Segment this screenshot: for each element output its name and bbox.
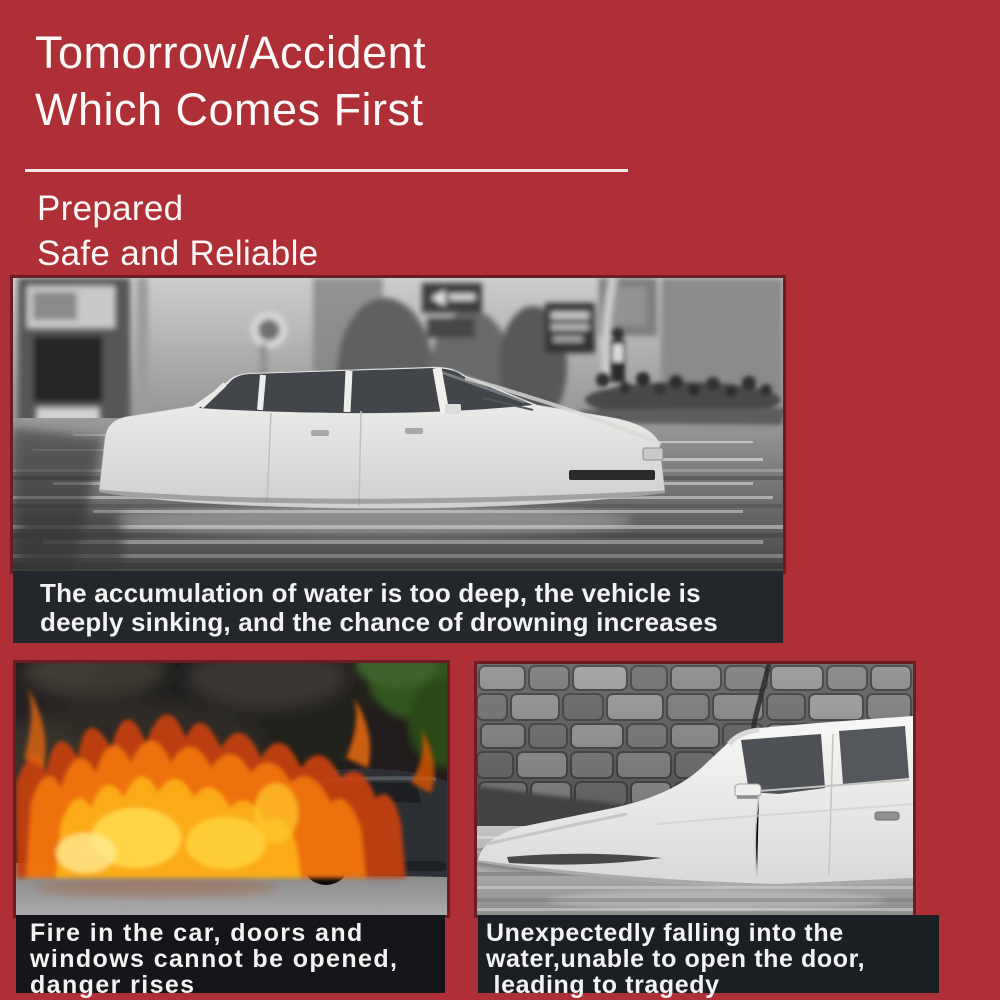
title-line-1: Tomorrow/Accident bbox=[35, 27, 427, 78]
divider-line bbox=[25, 169, 628, 172]
sinking-caption-line-1: Unexpectedly falling into the bbox=[486, 919, 844, 947]
car-on-fire-photo-svg bbox=[16, 663, 447, 915]
flood-caption-line-1: The accumulation of water is too deep, the vehicle is bbox=[40, 578, 701, 608]
fire-caption-line-2: windows cannot be opened, bbox=[30, 945, 399, 973]
fire-caption-line-1: Fire in the car, doors and bbox=[30, 919, 364, 947]
flood-caption-line-2: deeply sinking, and the chance of drowning increases bbox=[40, 607, 718, 637]
car-on-fire-photo bbox=[16, 663, 447, 915]
flood-street-photo bbox=[13, 278, 783, 571]
fire-caption-line-3: danger rises bbox=[30, 971, 196, 999]
flood-street-photo-svg bbox=[13, 278, 783, 571]
sinking-caption-line-3: leading to tragedy bbox=[486, 971, 720, 999]
flood-caption-bar bbox=[13, 571, 783, 643]
sinking-caption-bar bbox=[478, 915, 939, 999]
car-falling-into-water-photo-svg bbox=[477, 664, 913, 915]
fire-caption-bar bbox=[16, 915, 445, 999]
subtitle bbox=[37, 186, 318, 276]
subtitle-line-2: Safe and Reliable bbox=[37, 234, 319, 273]
title-line-2: Which Comes First bbox=[35, 84, 424, 135]
car-falling-into-water-photo bbox=[477, 664, 913, 915]
sinking-caption-line-2: water,unable to open the door, bbox=[486, 945, 866, 973]
main-title bbox=[35, 24, 426, 138]
subtitle-line-1: Prepared bbox=[37, 189, 184, 228]
